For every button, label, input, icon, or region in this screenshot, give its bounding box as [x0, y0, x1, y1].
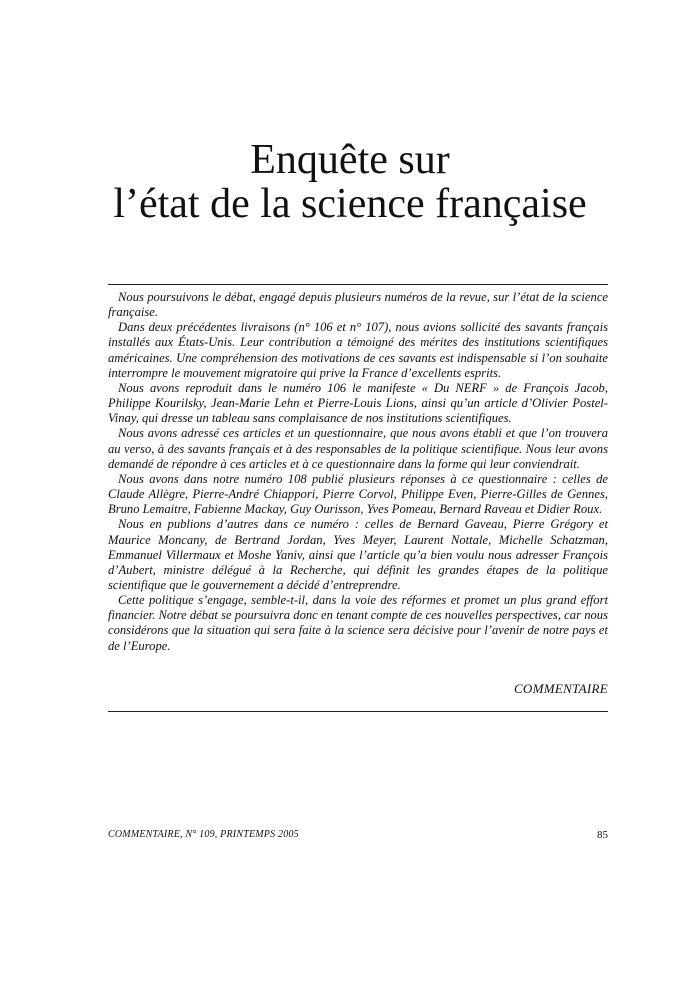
title-line-2: l’état de la science française — [113, 181, 587, 227]
article-title — [0, 138, 700, 226]
intro-paragraph: Dans deux précédentes livraisons (n° 106 et n° 107), nous avions sollicité des savants français installés aux États-Unis. Leur contribution a témoigné des mérites des institutions scientifiques américaines. Une compréhension des motivations de ces savants est indispensable si l’on souhaite interrompre le mouvement migratoire qui prive la France d’excellents esprits. — [108, 320, 608, 380]
intro-paragraph: Nous poursuivons le débat, engagé depuis plusieurs numéros de la revue, sur l’état de la science française. — [108, 290, 608, 320]
page-footer — [108, 829, 608, 840]
signature: COMMENTAIRE — [513, 681, 608, 696]
intro-paragraph: Nous avons adressé ces articles et un questionnaire, que nous avons établi et que l’on trouvera au verso, à des savants français et à des responsables de la politique scientifique. Nous leur avons demandé de répondre à ces articles et à ce questionnaire dans la forme qui leur conviendrait. — [108, 426, 608, 471]
intro-text — [108, 290, 608, 654]
intro-paragraph: Nous avons reproduit dans le numéro 106 le manifeste « Du NERF » de François Jacob, Philippe Kourilsky, Jean-Marie Lehn et Pierre-Louis Lions, ainsi qu’un article d’Olivier Postel-Vinay, qui dresse un tableau sans complaisance de nos institutions scientifiques. — [108, 380, 608, 426]
title-line-1: Enquête sur — [250, 137, 450, 183]
intro-paragraph: Cette politique s’engage, semble-t-il, dans la voie des réformes et promet un plus grand effort financier. Notre débat se poursuivra donc en tenant compte de ces nouvelles perspectives, car nous considérons que la situation qui sera faite à la science sera décisive pour l’avenir de notre pays et de l’Europe. — [108, 593, 608, 653]
intro-paragraph: Nous avons dans notre numéro 108 publié plusieurs réponses à ce questionnaire : celles de Claude Allègre, Pierre-André Chiappori, Pierre Corvol, Philippe Even, Pierre-Gilles de Gennes, Bruno Lemaitre, Fabienne Mackay, Guy Ourisson, Yves Pomeau, Bernard Raveau et Didier Roux. — [108, 471, 608, 517]
intro-paragraph: Nous en publions d’autres dans ce numéro : celles de Bernard Gaveau, Pierre Grégory et Maurice Moncany, de Bertrand Jordan, Yves Meyer, Laurent Nottale, Michelle Schatzman, Emmanuel Villermaux et Moshe Yaniv, ainsi que l’article qu’a bien voulu nous adresser François d’Aubert, ministre délégué à la Recherche, qui définit les grandes étapes de la politique scientifique que le gouvernement a décidé d’entreprendre. — [108, 517, 608, 592]
journal-reference: COMMENTAIRE, N° 109, PRINTEMPS 2005 — [108, 829, 299, 840]
bottom-divider — [108, 711, 608, 712]
page-number: 85 — [597, 829, 608, 841]
top-divider — [108, 284, 608, 285]
